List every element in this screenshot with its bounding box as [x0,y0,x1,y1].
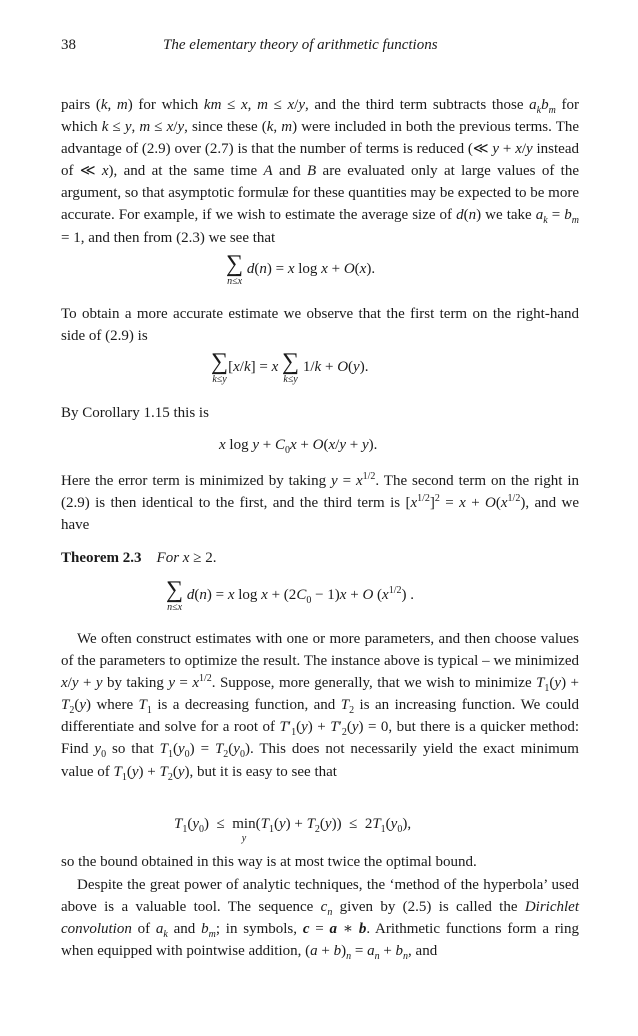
paragraph-5: We often construct estimates with one or more parameters, and then choose values of the parameters to optimize the result. The instance above is typical – we minimized x/y + y by taking $y = x^{1/2}$. Suppose, more generally, that we wish to minimize $T_1(y) + T_2(y)$ where $T_1$ is a decreasing function, and $T_2$ is an increasing function. We could differentiate and solve for a root of $T'_1(y) + T'_2(y) = 0$, but there is a quicker method: Find $y_0$ so that $T_1(y_0) = T_2(y_0)$. This does not necessarily yield the exact minimum value of $T_1(y) + T_2(y)$, but it is easy to see that [61,631,579,783]
paragraph-6: so the bound obtained in this way is at most twice the optimal bound. [61,854,477,870]
paragraph-7: Despite the great power of analytic techniques, the ‘method of the hyperbola’ used above is a valuable tool. The sequence $c_n$ given by (2.5) is called the Dirichlet convolution of $a_k$ and $b_m$; in symbols, c = a ∗ b. Arithmetic functions form a ring when equipped with pointwise addition, $(a + b)_n = a_n + b_n$, and [61,877,579,963]
paragraph-1: pairs (k, m) for which km ≤ x, m ≤ x/y, and the third term subtracts those $a_kb_m$ for which k ≤ y, m ≤ x/y, since these (k, m) were included in both the previous terms. The advantage of (2.9) over (2.7) is that the number of terms is reduced (≪ y + x/y instead of ≪ x), and at the same time A and B are evaluated only at large values of the argument, so that asymptotic formulæ for these quantities may be expected to be more accurate. For example, if we wish to estimate the average size of d(n) we take $a_k = b_m = 1$, and then from (2.3) we see that [61,97,580,246]
page-number: 38 [61,37,76,53]
running-title: The elementary theory of arithmetic functions [163,37,438,53]
paragraph-3: By Corollary 1.15 this is [61,405,209,421]
theorem-label: Theorem 2.3 [61,550,142,566]
paragraph-2: To obtain a more accurate estimate we observe that the first term on the right-hand side of (2.9) is [61,306,579,345]
paragraph-4: Here the error term is minimized by taking $y = x^{1/2}$. The second term on the right in (2.9) is then identical to the first, and the third term is $[x^{1/2}]^2 = x + O(x^{1/2})$, and we have [61,471,580,534]
theorem-2-3: Theorem 2.3 For x ≥ 2. [61,550,217,566]
